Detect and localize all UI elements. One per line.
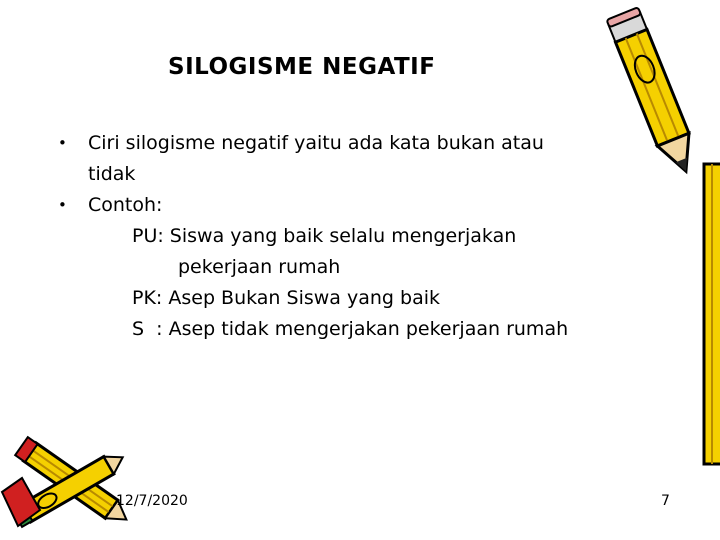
bullet-icon: • [58, 134, 67, 152]
bullet-text-line: Ciri silogisme negatif yaitu ada kata bukan atau [88, 132, 544, 154]
slide-body [58, 128, 678, 345]
pencil-icon [700, 160, 720, 490]
footer-date: 12/7/2020 [116, 493, 188, 509]
example-premise-major-cont: pekerjaan rumah [178, 256, 341, 278]
pencil-icon [0, 430, 140, 540]
bullet-item [58, 128, 678, 190]
bullet-text-line: Contoh: [88, 194, 163, 216]
page-number: 7 [661, 493, 670, 509]
example-premise-major: PU: Siswa yang baik selalu mengerjakan [132, 225, 517, 247]
bullet-item [58, 190, 678, 221]
bullet-text-line: tidak [88, 163, 136, 185]
slide-title: SILOGISME NEGATIF [168, 54, 436, 80]
bullet-icon: • [58, 196, 67, 214]
example-premise-minor: PK: Asep Bukan Siswa yang baik [132, 287, 440, 309]
example-conclusion: S : Asep tidak mengerjakan pekerjaan rumah [132, 318, 569, 340]
